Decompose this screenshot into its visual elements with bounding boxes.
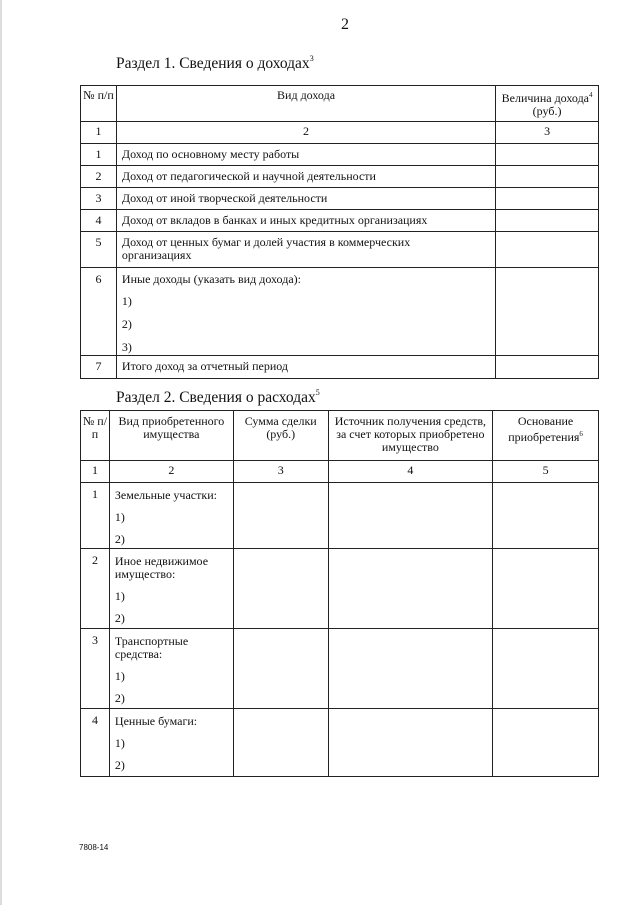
row-num: 3 — [81, 629, 110, 709]
row-num: 4 — [81, 709, 110, 777]
col-num-3: 3 — [496, 122, 599, 144]
amount-label-a: Величина дохода — [501, 91, 590, 105]
row-label: Доход от педагогической и научной деятельности — [116, 166, 495, 188]
scan-edge — [0, 0, 2, 905]
amount-cell[interactable] — [496, 144, 599, 166]
col-num-2: 2 — [116, 122, 495, 144]
other-income-cell — [116, 268, 495, 356]
section1-title — [116, 54, 314, 73]
amount-cell[interactable] — [496, 268, 599, 356]
amount-cell[interactable] — [496, 356, 599, 379]
header-deal-sum: Сумма сделки (руб.) — [233, 411, 328, 461]
row-num: 2 — [81, 549, 110, 629]
amount-label-b: (руб.) — [532, 104, 562, 118]
row-label: Транспортные средства: — [114, 634, 189, 661]
section2-title — [116, 388, 320, 407]
property-cell — [109, 709, 233, 777]
section1-title-text: Раздел 1. Сведения о доходах — [116, 55, 310, 72]
sum-cell[interactable] — [233, 629, 328, 709]
section2-footnote: 5 — [315, 388, 320, 397]
row-num: 3 — [81, 188, 117, 210]
sub-item: 2) — [114, 611, 125, 625]
section2-title-text: Раздел 2. Сведения о расходах — [116, 389, 316, 406]
header-income-kind: Вид дохода — [116, 86, 495, 122]
row-label: Доход по основному месту работы — [116, 144, 495, 166]
row-num: 2 — [81, 166, 117, 188]
section1-footnote: 3 — [309, 54, 314, 63]
amount-cell[interactable] — [496, 210, 599, 232]
row-label: Иное недвижимое имущество: — [114, 554, 209, 581]
row-label: Земельные участки: — [114, 488, 217, 502]
sub-item: 2) — [121, 317, 132, 331]
row-num: 1 — [81, 483, 110, 549]
sub-item: 2) — [114, 691, 125, 705]
amount-cell[interactable] — [496, 232, 599, 268]
col-num-2: 2 — [109, 461, 233, 483]
row-label: Ценные бумаги: — [114, 714, 198, 728]
source-cell[interactable] — [328, 709, 493, 777]
basis-cell[interactable] — [493, 483, 599, 549]
row-num: 7 — [81, 356, 117, 379]
row-label: Доход от вкладов в банках и иных кредитных организациях — [116, 210, 495, 232]
row-num: 1 — [81, 144, 117, 166]
col-num-5: 5 — [493, 461, 599, 483]
sub-item: 1) — [114, 589, 125, 603]
row-label: Иные доходы (указать вид дохода): — [121, 272, 301, 286]
document-code: 7808-14 — [79, 843, 109, 852]
row-label: Доход от иной творческой деятельности — [116, 188, 495, 210]
sum-cell[interactable] — [233, 709, 328, 777]
basis-footnote: 6 — [579, 430, 583, 438]
basis-cell[interactable] — [493, 709, 599, 777]
col-num-3: 3 — [233, 461, 328, 483]
sub-item: 1) — [114, 669, 125, 683]
basis-cell[interactable] — [493, 549, 599, 629]
basis-cell[interactable] — [493, 629, 599, 709]
expense-table — [80, 410, 599, 777]
source-cell[interactable] — [328, 629, 493, 709]
sub-item: 1) — [114, 736, 125, 750]
page-number: 2 — [341, 16, 349, 33]
row-num: 5 — [81, 232, 117, 268]
row-label: Доход от ценных бумаг и долей участия в коммерческих организациях — [116, 232, 495, 268]
sum-cell[interactable] — [233, 549, 328, 629]
header-property-kind: Вид приобретенного имущества — [109, 411, 233, 461]
header-funds-source: Источник получения средств, за счет которых приобретено имущество — [328, 411, 493, 461]
header-income-amount — [496, 86, 599, 122]
amount-cell[interactable] — [496, 188, 599, 210]
property-cell — [109, 629, 233, 709]
header-basis — [493, 411, 599, 461]
amount-cell[interactable] — [496, 166, 599, 188]
basis-label: Основание приобретения — [508, 414, 580, 444]
amount-footnote: 4 — [589, 91, 593, 99]
col-num-1: 1 — [81, 122, 117, 144]
row-num: 4 — [81, 210, 117, 232]
source-cell[interactable] — [328, 483, 493, 549]
sub-item: 3) — [121, 340, 132, 354]
header-num: № п/п — [81, 86, 117, 122]
sub-item: 2) — [114, 532, 125, 546]
header-num: № п/п — [81, 411, 110, 461]
property-cell — [109, 483, 233, 549]
property-cell — [109, 549, 233, 629]
col-num-4: 4 — [328, 461, 493, 483]
sub-item: 2) — [114, 758, 125, 772]
row-label: Итого доход за отчетный период — [116, 356, 495, 379]
source-cell[interactable] — [328, 549, 493, 629]
row-num: 6 — [81, 268, 117, 356]
sum-cell[interactable] — [233, 483, 328, 549]
income-table — [80, 85, 599, 379]
col-num-1: 1 — [81, 461, 110, 483]
sub-item: 1) — [114, 510, 125, 524]
sub-item: 1) — [121, 294, 132, 308]
